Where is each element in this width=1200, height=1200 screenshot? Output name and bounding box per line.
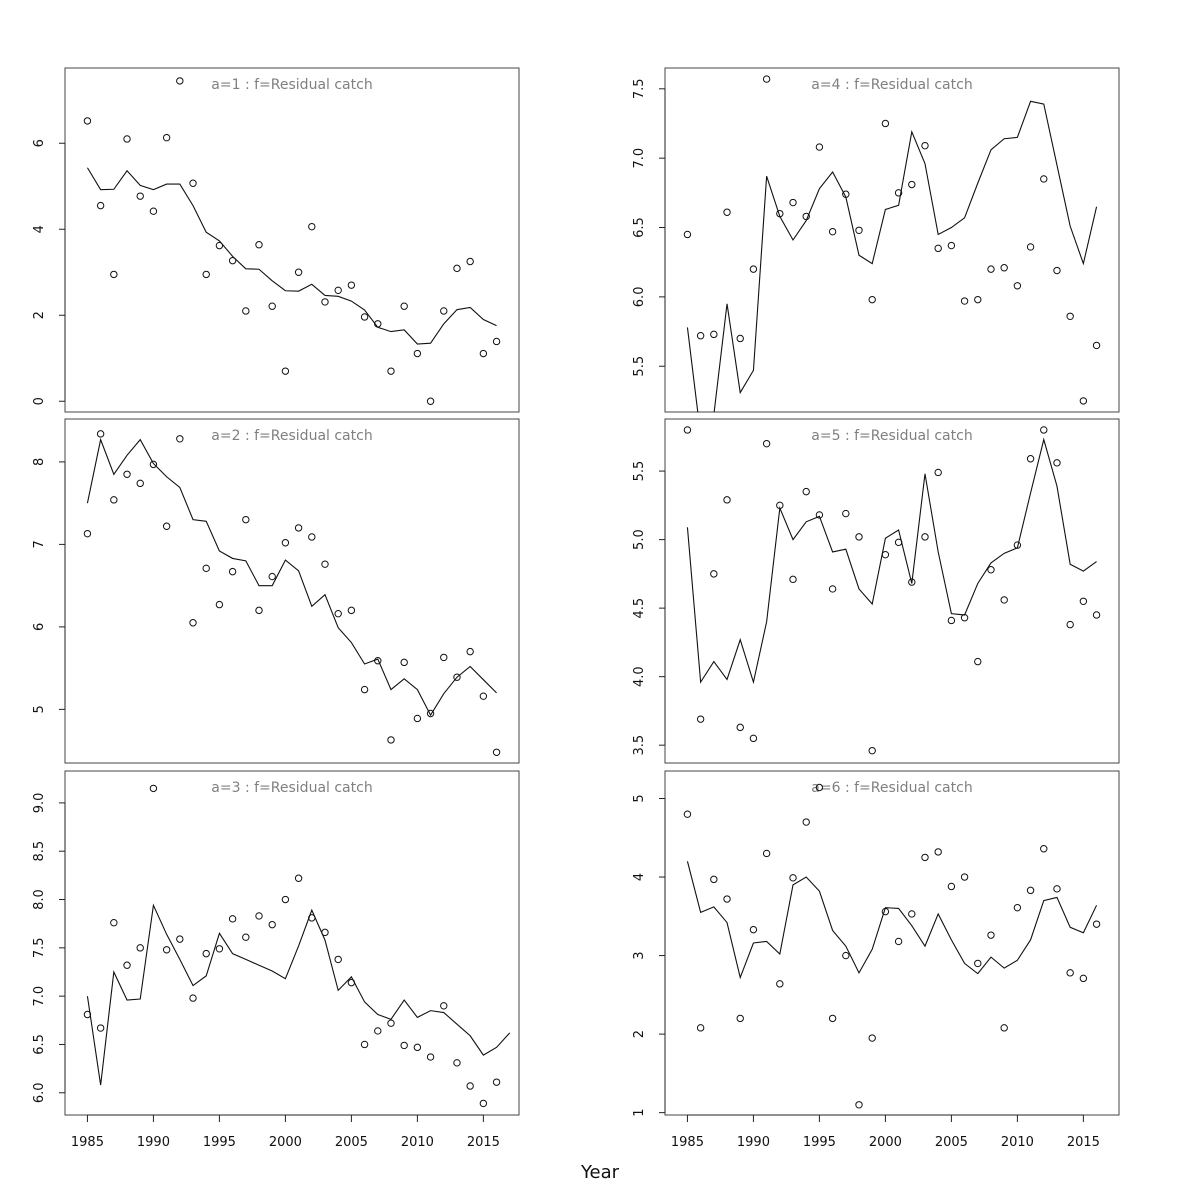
x-tick-label: 2005 [334, 1135, 368, 1150]
data-point [737, 335, 743, 341]
panel-data [684, 76, 1100, 436]
y-tick-label: 8.5 [32, 840, 47, 862]
data-point [493, 749, 499, 755]
data-point [401, 303, 407, 309]
data-point [961, 298, 967, 304]
x-tick-label: 1990 [136, 1135, 170, 1150]
data-point [243, 934, 249, 940]
data-point [269, 573, 275, 579]
data-point [1041, 176, 1047, 182]
data-point [1014, 283, 1020, 289]
panel-data [684, 784, 1100, 1108]
panel-frame [665, 419, 1119, 763]
x-tick-label: 2000 [868, 1135, 902, 1150]
data-point [724, 497, 730, 503]
x-axis-2 [671, 1115, 1100, 1150]
data-point [256, 242, 262, 248]
y-tick-label: 2 [632, 1029, 647, 1039]
y-tick-label: 9.0 [32, 792, 47, 814]
panel-frame [665, 771, 1119, 1115]
panel-title: a=5 : f=Residual catch [811, 428, 973, 444]
panel-3 [32, 771, 519, 1115]
y-tick-label: 6.0 [632, 286, 647, 308]
data-point [309, 915, 315, 921]
data-point [203, 565, 209, 571]
data-point [163, 947, 169, 953]
data-point [427, 398, 433, 404]
y-tick-label: 7.5 [32, 937, 47, 959]
panel-data [84, 78, 500, 405]
data-point [441, 1003, 447, 1009]
data-point [1027, 244, 1033, 250]
data-point [137, 193, 143, 199]
x-tick-label: 1985 [70, 1135, 104, 1150]
x-tick-label: 1995 [202, 1135, 236, 1150]
y-tick-label: 7.5 [632, 78, 647, 100]
data-point [150, 785, 156, 791]
data-point [1093, 342, 1099, 348]
data-point [361, 1041, 367, 1047]
data-point [909, 911, 915, 917]
data-point [922, 142, 928, 148]
y-tick-label: 5 [632, 794, 647, 803]
y-tick-label: 7 [32, 540, 47, 549]
data-point [322, 561, 328, 567]
data-point [750, 926, 756, 932]
x-axis-label: Year [580, 1162, 620, 1183]
data-point [975, 658, 981, 664]
data-point [737, 1015, 743, 1021]
y-tick-label: 2 [32, 311, 47, 320]
panel-frame [665, 68, 1119, 412]
data-point [295, 875, 301, 881]
data-point [1067, 970, 1073, 976]
data-point [1093, 612, 1099, 618]
data-point [493, 338, 499, 344]
data-point [935, 849, 941, 855]
data-point [763, 76, 769, 82]
data-point [388, 1020, 394, 1026]
data-point [454, 265, 460, 271]
data-point [1080, 598, 1086, 604]
data-point [124, 136, 130, 142]
y-tick-label: 5.5 [632, 460, 647, 482]
data-point [697, 1025, 703, 1031]
data-point [869, 1035, 875, 1041]
data-point [124, 962, 130, 968]
data-point [988, 266, 994, 272]
fit-line [87, 168, 496, 344]
fit-line [687, 101, 1096, 435]
panel-5 [632, 419, 1119, 763]
data-point [711, 331, 717, 337]
data-point [322, 929, 328, 935]
data-point [84, 530, 90, 536]
data-point [803, 488, 809, 494]
data-point [216, 242, 222, 248]
panel-data [84, 785, 510, 1106]
data-point [335, 956, 341, 962]
data-point [684, 427, 690, 433]
data-point [137, 945, 143, 951]
y-tick-label: 3 [632, 951, 647, 960]
data-point [1027, 456, 1033, 462]
y-tick-label: 5.0 [632, 529, 647, 550]
data-point [790, 576, 796, 582]
x-tick-label: 2015 [466, 1135, 500, 1150]
data-point [97, 202, 103, 208]
data-point [763, 850, 769, 856]
data-point [190, 620, 196, 626]
fit-line [87, 440, 496, 716]
data-point [1080, 975, 1086, 981]
fit-line [87, 905, 509, 1085]
fit-line [687, 861, 1096, 977]
data-point [1080, 398, 1086, 404]
data-point [803, 819, 809, 825]
data-point [256, 607, 262, 613]
data-point [1027, 887, 1033, 893]
x-tick-label: 1995 [802, 1135, 836, 1150]
data-point [229, 568, 235, 574]
data-point [1054, 460, 1060, 466]
data-point [935, 469, 941, 475]
data-point [177, 436, 183, 442]
data-point [1014, 904, 1020, 910]
data-point [988, 567, 994, 573]
data-point [1041, 846, 1047, 852]
data-point [427, 1054, 433, 1060]
y-tick-label: 6.5 [632, 217, 647, 238]
panel-frame [65, 771, 519, 1115]
data-point [322, 299, 328, 305]
panel-2 [32, 419, 519, 763]
data-point [697, 333, 703, 339]
data-point [697, 716, 703, 722]
y-tick-label: 5 [32, 705, 47, 714]
data-point [882, 551, 888, 557]
data-point [869, 296, 875, 302]
data-point [724, 896, 730, 902]
data-point [84, 118, 90, 124]
data-point [388, 737, 394, 743]
data-point [1067, 621, 1073, 627]
data-point [480, 693, 486, 699]
y-tick-label: 8 [32, 457, 47, 467]
y-tick-label: 5.5 [632, 355, 647, 377]
y-tick-label: 1 [632, 1108, 647, 1117]
y-tick-label: 6.0 [32, 1082, 47, 1104]
data-point [684, 231, 690, 237]
x-tick-label: 2010 [400, 1135, 434, 1150]
data-point [375, 658, 381, 664]
data-point [388, 368, 394, 374]
x-tick-label: 2015 [1066, 1135, 1100, 1150]
data-point [177, 936, 183, 942]
data-point [441, 308, 447, 314]
data-point [269, 303, 275, 309]
data-point [909, 181, 915, 187]
data-point [111, 271, 117, 277]
data-point [414, 715, 420, 721]
panel-title: a=6 : f=Residual catch [811, 780, 973, 796]
data-point [948, 242, 954, 248]
data-point [856, 1102, 862, 1108]
data-point [975, 296, 981, 302]
data-point [737, 724, 743, 730]
data-point [335, 610, 341, 616]
data-point [922, 534, 928, 540]
panel-title: a=1 : f=Residual catch [211, 77, 373, 93]
data-point [480, 350, 486, 356]
data-point [229, 257, 235, 263]
data-point [243, 308, 249, 314]
panel-1 [32, 68, 519, 412]
data-point [177, 78, 183, 84]
x-tick-label: 1985 [670, 1135, 704, 1150]
data-point [1041, 427, 1047, 433]
panel-title: a=3 : f=Residual catch [211, 780, 373, 796]
panel-6 [632, 771, 1119, 1117]
data-point [203, 950, 209, 956]
panel-title: a=4 : f=Residual catch [811, 77, 973, 93]
data-point [869, 747, 875, 753]
data-point [111, 497, 117, 503]
data-point [150, 208, 156, 214]
data-point [441, 654, 447, 660]
data-point [282, 896, 288, 902]
data-point [216, 601, 222, 607]
data-point [401, 659, 407, 665]
x-tick-label: 2000 [268, 1135, 302, 1150]
data-point [190, 180, 196, 186]
data-point [97, 1025, 103, 1031]
data-point [1093, 921, 1099, 927]
data-point [750, 735, 756, 741]
data-point [829, 1015, 835, 1021]
data-point [948, 883, 954, 889]
y-tick-label: 0 [32, 397, 47, 406]
data-point [895, 539, 901, 545]
x-axis-1 [71, 1115, 500, 1150]
data-point [1001, 265, 1007, 271]
panels-group [32, 68, 1119, 1117]
y-tick-label: 6.5 [32, 1034, 47, 1055]
panel-4 [632, 68, 1119, 436]
data-point [282, 368, 288, 374]
data-point [375, 1028, 381, 1034]
x-tick-label: 1990 [736, 1135, 770, 1150]
data-point [988, 932, 994, 938]
y-tick-label: 8.0 [32, 889, 47, 910]
data-point [856, 534, 862, 540]
data-point [750, 266, 756, 272]
data-point [816, 144, 822, 150]
data-point [467, 1083, 473, 1089]
data-point [414, 1044, 420, 1050]
data-point [137, 480, 143, 486]
data-point [467, 648, 473, 654]
data-point [935, 245, 941, 251]
y-tick-label: 4.0 [632, 666, 647, 688]
data-point [401, 1042, 407, 1048]
panel-title: a=2 : f=Residual catch [211, 428, 373, 444]
data-point [843, 510, 849, 516]
data-point [480, 1100, 486, 1106]
data-point [1001, 597, 1007, 603]
data-point [763, 440, 769, 446]
x-axes-group [71, 1115, 1100, 1150]
data-point [790, 875, 796, 881]
data-point [493, 1079, 499, 1085]
data-point [711, 571, 717, 577]
y-tick-label: 7.0 [32, 985, 47, 1007]
data-point [922, 854, 928, 860]
data-point [361, 686, 367, 692]
data-point [163, 523, 169, 529]
data-point [711, 876, 717, 882]
data-point [348, 607, 354, 613]
data-point [843, 952, 849, 958]
data-point [348, 979, 354, 985]
data-point [97, 431, 103, 437]
panel-data [684, 427, 1100, 754]
data-point [111, 920, 117, 926]
data-point [414, 350, 420, 356]
data-point [203, 271, 209, 277]
data-point [790, 199, 796, 205]
data-point [163, 134, 169, 140]
data-point [229, 916, 235, 922]
data-point [309, 534, 315, 540]
data-point [829, 228, 835, 234]
data-point [684, 811, 690, 817]
data-point [124, 471, 130, 477]
data-point [829, 586, 835, 592]
y-tick-label: 6 [32, 139, 47, 148]
y-tick-label: 7.0 [632, 147, 647, 169]
data-point [216, 946, 222, 952]
data-point [1001, 1025, 1007, 1031]
data-point [467, 258, 473, 264]
data-point [295, 269, 301, 275]
data-point [243, 516, 249, 522]
data-point [335, 287, 341, 293]
data-point [948, 617, 954, 623]
data-point [282, 540, 288, 546]
data-point [724, 209, 730, 215]
panel-data [84, 431, 500, 756]
data-point [150, 461, 156, 467]
data-point [882, 120, 888, 126]
data-point [295, 525, 301, 531]
data-point [961, 874, 967, 880]
x-tick-label: 2005 [934, 1135, 968, 1150]
y-tick-label: 4 [32, 225, 47, 234]
data-point [348, 282, 354, 288]
y-tick-label: 4.5 [632, 597, 647, 619]
data-point [777, 981, 783, 987]
data-point [190, 995, 196, 1001]
data-point [256, 913, 262, 919]
data-point [975, 960, 981, 966]
x-tick-label: 2010 [1000, 1135, 1034, 1150]
y-tick-label: 6 [32, 622, 47, 632]
panel-frame [65, 419, 519, 763]
fit-line [687, 440, 1096, 683]
data-point [269, 921, 275, 927]
data-point [895, 938, 901, 944]
data-point [1054, 267, 1060, 273]
data-point [1067, 313, 1073, 319]
data-point [309, 223, 315, 229]
panel-frame [65, 68, 519, 412]
y-tick-label: 3.5 [632, 734, 647, 756]
y-tick-label: 4 [632, 872, 647, 882]
data-point [361, 314, 367, 320]
data-point [856, 227, 862, 233]
data-point [1054, 886, 1060, 892]
data-point [454, 1060, 460, 1066]
